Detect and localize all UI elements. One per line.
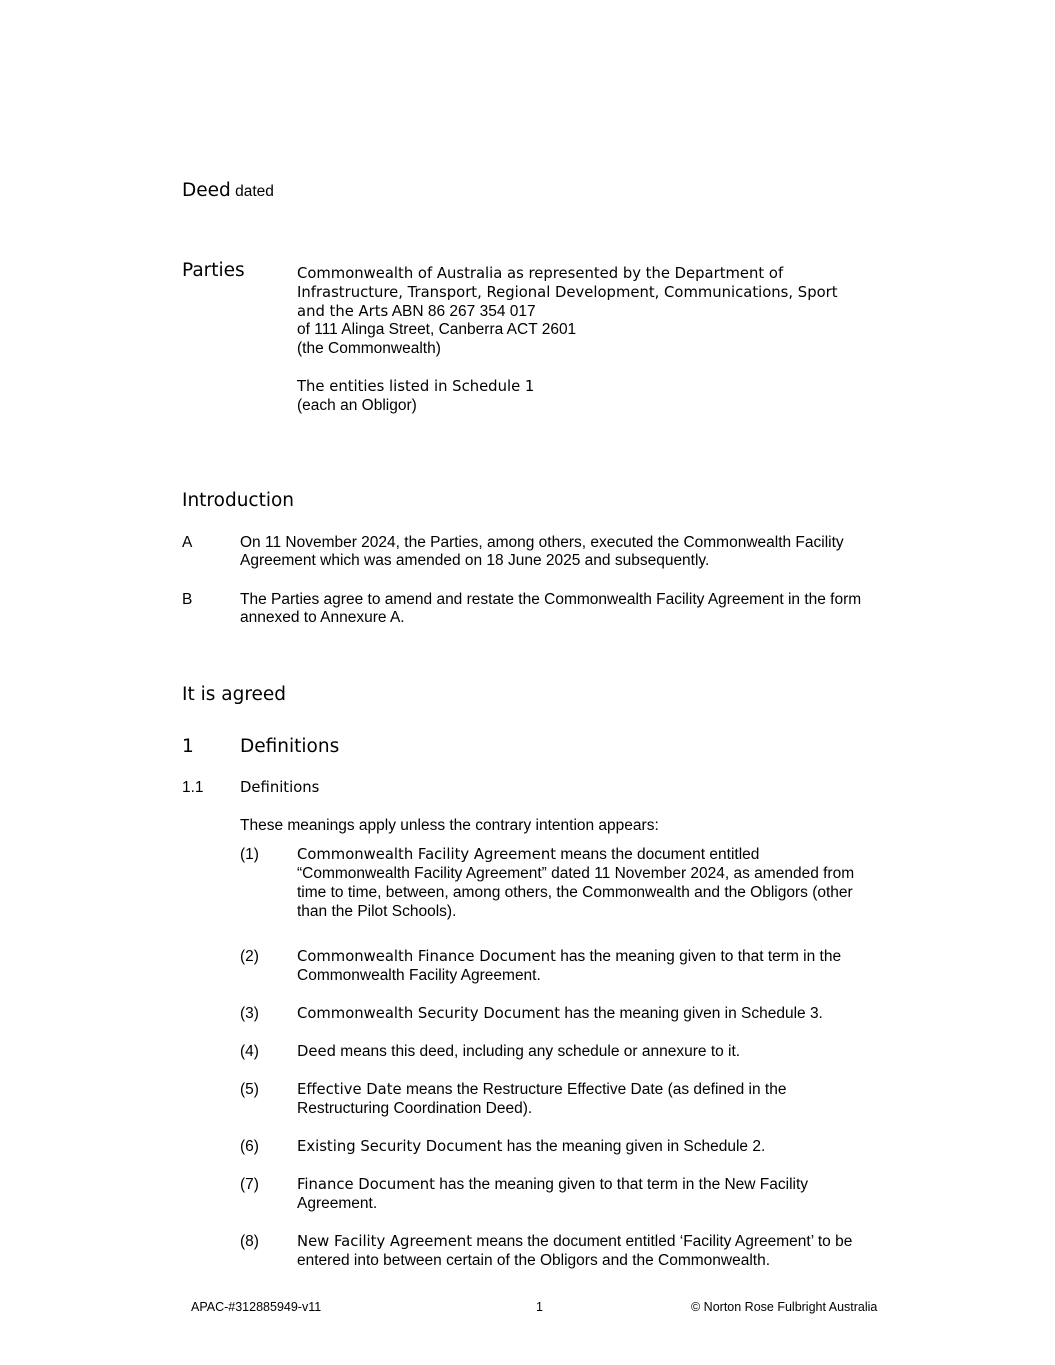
- definition-number: (7): [240, 1176, 259, 1193]
- definition-line: Commonwealth Facility Agreement.: [297, 967, 541, 984]
- defined-term-obligor: Obligor: [361, 397, 412, 414]
- definition-text: has the meaning given to that term in the New Facility: [434, 1176, 809, 1193]
- subsection-title: Definitions: [240, 779, 320, 796]
- definition-line: [297, 947, 892, 966]
- definition-number: (6): [240, 1138, 259, 1155]
- definition-text: means the document entitled: [556, 846, 760, 863]
- commonwealth-abn: ABN 86 267 354 017: [391, 303, 536, 320]
- definition-term: Finance Document: [297, 1176, 435, 1193]
- definition-text: means this deed, including any schedule or annexure to it.: [336, 1043, 741, 1060]
- definition-text: has the meaning given to that term in the: [555, 948, 842, 965]
- introduction-heading: Introduction: [182, 490, 295, 511]
- definition-number: (2): [240, 948, 259, 965]
- definition-line: Agreement.: [297, 1195, 378, 1212]
- section-number: 1: [182, 736, 194, 757]
- commonwealth-name-line3a: and the Arts: [297, 303, 389, 320]
- definition-line: “Commonwealth Facility Agreement” dated 11 November 2024, as amended from: [297, 865, 855, 882]
- definition-line: entered into between certain of the Obligors and the Commonwealth.: [297, 1252, 771, 1269]
- definition-line: [297, 1004, 892, 1023]
- definition-item: [297, 1042, 892, 1061]
- definition-number: (1): [240, 846, 259, 863]
- definition-number: (5): [240, 1081, 259, 1098]
- definition-item: [297, 1004, 892, 1023]
- definition-item: [297, 1080, 892, 1118]
- defined-open: (the: [297, 340, 329, 357]
- definitions-intro: These meanings apply unless the contrary intention appears:: [240, 817, 659, 834]
- definition-line: Restructuring Coordination Deed).: [297, 1100, 533, 1117]
- definition-line: than the Pilot Schools).: [297, 903, 457, 920]
- intro-item-line: Agreement which was amended on 18 June 2025 and subsequently.: [240, 552, 710, 569]
- intro-item-letter: B: [182, 591, 193, 608]
- subsection-number: 1.1: [182, 779, 204, 796]
- section-title: Definitions: [240, 736, 340, 757]
- definition-line: time to time, between, among others, the Commonwealth and the Obligors (other: [297, 884, 853, 901]
- definition-term: Commonwealth Finance Document: [297, 948, 556, 965]
- definition-line: [297, 1232, 892, 1251]
- definition-text: means the Restructure Effective Date (as defined in the: [401, 1081, 787, 1098]
- definition-term: Commonwealth Facility Agreement: [297, 846, 557, 863]
- definition-item: [297, 947, 892, 985]
- obligor-line1: The entities listed in Schedule 1: [297, 378, 535, 395]
- deed-dated: dated: [235, 183, 274, 200]
- intro-item-line: The Parties agree to amend and restate the Commonwealth Facility Agreement in the form: [240, 591, 862, 608]
- definition-item: [297, 845, 892, 921]
- definition-line: [297, 1137, 892, 1156]
- definition-number: (3): [240, 1005, 259, 1022]
- definition-term: Commonwealth Security Document: [297, 1005, 561, 1022]
- commonwealth-name-line2: Infrastructure, Transport, Regional Development, Communications, Sport: [297, 284, 838, 301]
- commonwealth-defined: [297, 339, 441, 358]
- definition-text: has the meaning given in Schedule 3.: [560, 1005, 823, 1022]
- deed-word: Deed: [182, 180, 231, 201]
- definition-text: has the meaning given in Schedule 2.: [502, 1138, 766, 1155]
- definition-item: [297, 1137, 892, 1156]
- deed-title: [182, 181, 274, 201]
- definition-line: [297, 845, 892, 864]
- definition-term: Effective Date: [297, 1081, 402, 1098]
- definition-text: means the document entitled ‘Facility Agreement’ to be: [472, 1233, 853, 1250]
- agreed-heading: It is agreed: [182, 684, 287, 705]
- intro-item-letter: A: [182, 534, 193, 551]
- definition-line: [297, 1175, 892, 1194]
- footer-page-number: 1: [536, 1300, 543, 1314]
- defined-term-commonwealth: Commonwealth: [328, 340, 436, 357]
- definition-number: (4): [240, 1043, 259, 1060]
- definition-number: (8): [240, 1233, 259, 1250]
- defined-close: ): [435, 340, 441, 357]
- parties-heading: Parties: [182, 260, 245, 281]
- definition-term: Existing Security Document: [297, 1138, 503, 1155]
- commonwealth-address: of 111 Alinga Street, Canberra ACT 2601: [297, 321, 577, 338]
- definition-term: New Facility Agreement: [297, 1233, 473, 1250]
- definition-term: Deed: [297, 1043, 336, 1060]
- footer-doc-id: APAC-#312885949-v11: [191, 1300, 322, 1314]
- definition-item: [297, 1232, 892, 1270]
- commonwealth-name-line3: [297, 302, 536, 321]
- definition-item: [297, 1175, 892, 1213]
- footer-copyright: © Norton Rose Fulbright Australia: [691, 1300, 878, 1314]
- commonwealth-name-line1: Commonwealth of Australia as represented by the Department of: [297, 265, 784, 282]
- definition-line: [297, 1042, 892, 1061]
- intro-item-line: annexed to Annexure A.: [240, 609, 405, 626]
- obligor-defined: [297, 396, 417, 415]
- defined-open: (each an: [297, 397, 362, 414]
- intro-item-line: On 11 November 2024, the Parties, among others, executed the Commonwealth Facility: [240, 534, 844, 551]
- definition-line: [297, 1080, 892, 1099]
- defined-close: ): [411, 397, 417, 414]
